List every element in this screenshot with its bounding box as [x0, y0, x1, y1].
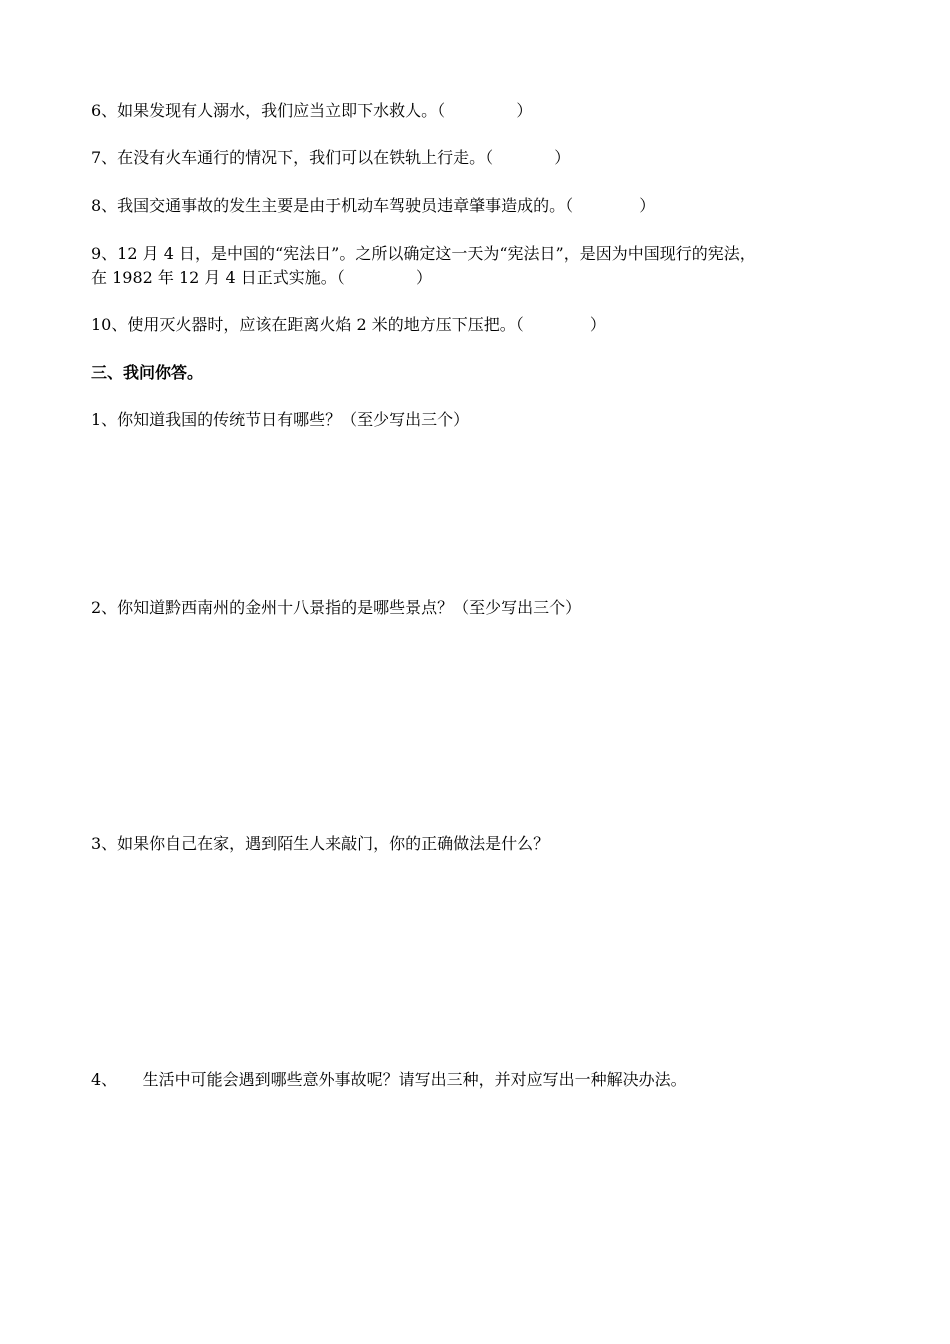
answer-question-1: 1、你知道我国的传统节日有哪些？（至少写出三个） [91, 410, 470, 429]
judgment-question-9-line-1: 9、12 月 4 日，是中国的“宪法日”。之所以确定这一天为“宪法日”，是因为中国现行的宪法， [91, 244, 756, 263]
judgment-question-9-line-2: 在 1982 年 12 月 4 日正式实施。（ ） [91, 268, 432, 287]
answer-question-4: 4、 生活中可能会遇到哪些意外事故呢？请写出三种，并对应写出一种解决办法。 [91, 1070, 687, 1089]
section-3-heading: 三、我问你答。 [91, 363, 204, 382]
judgment-question-7: 7、在没有火车通行的情况下，我们可以在铁轨上行走。（ ） [91, 148, 571, 167]
judgment-question-8: 8、我国交通事故的发生主要是由于机动车驾驶员违章肇事造成的。（ ） [91, 196, 656, 215]
judgment-question-6: 6、如果发现有人溺水，我们应当立即下水救人。（ ） [91, 101, 533, 120]
answer-question-2: 2、你知道黔西南州的金州十八景指的是哪些景点？（至少写出三个） [91, 598, 582, 617]
judgment-question-10: 10、使用灭火器时，应该在距离火焰 2 米的地方压下压把。（ ） [91, 315, 606, 334]
answer-question-3: 3、如果你自己在家，遇到陌生人来敲门，你的正确做法是什么？ [91, 834, 550, 853]
